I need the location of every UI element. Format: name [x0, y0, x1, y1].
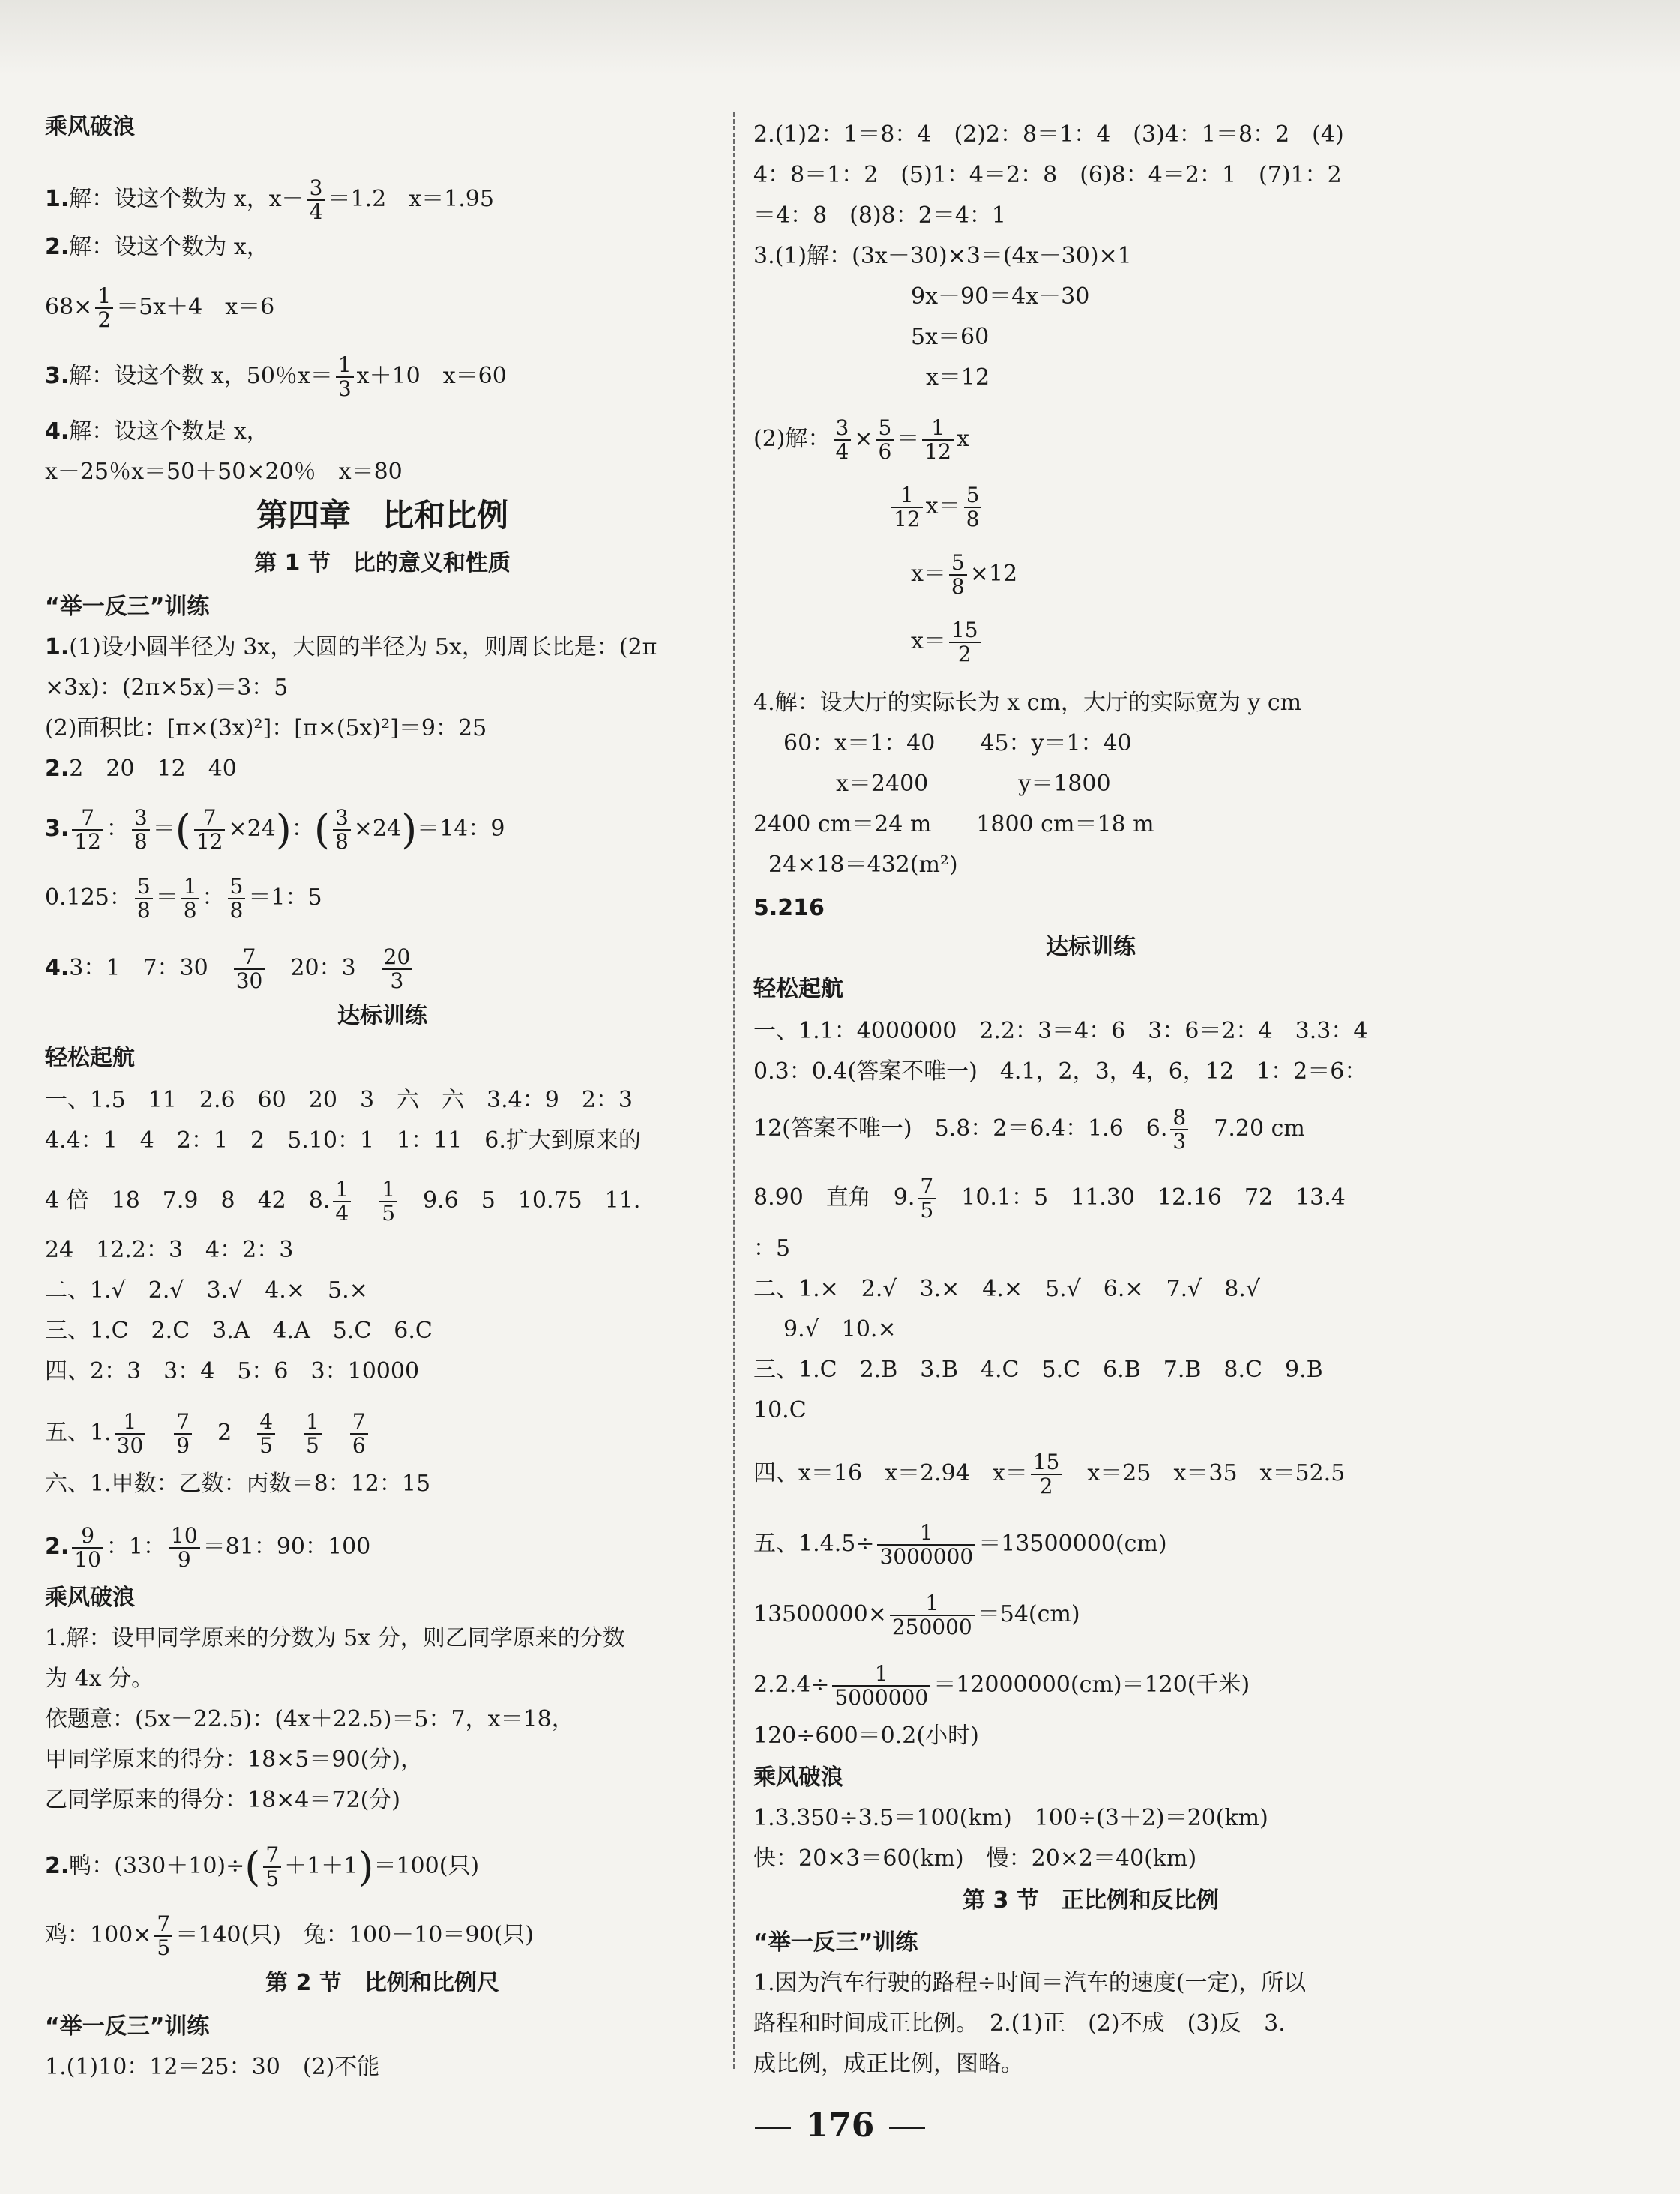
answer-r-l12: 4.解：设大厅的实际长为 x cm，大厅的实际宽为 y cm [753, 690, 1302, 716]
answer-r-l17: 5.216 [753, 895, 825, 921]
answer-q-l6: 三、1.C 2.C 3.A 4.A 5.C 6.C [45, 1318, 433, 1344]
answer-j4: 4.3：1 7：30 $\frac{7}{30}$ 20：3 $\frac{20}{3}$ [45, 946, 415, 992]
answer-r-l6: 5x＝60 [911, 324, 990, 350]
answer-rcf-l2: 快：20×3＝60(km) 慢：20×2＝40(km) [753, 1845, 1197, 1872]
heading-jyfs-r: “举一反三”训练 [753, 1929, 918, 1956]
answer-c1-l5: 乙同学原来的得分：18×4＝72(分) [45, 1787, 400, 1813]
heading-chengfeng-r: 乘风破浪 [753, 1764, 843, 1791]
heading-chengfeng-2: 乘风破浪 [45, 1585, 135, 1611]
answer-s3-l3: 成比例，成正比例，图略。 [753, 2051, 1023, 2077]
fraction: $\frac{3}{4}$ [307, 177, 325, 223]
heading-dabiao-r: 达标训练 [1046, 934, 1136, 960]
answer-q-l1: 一、1.5 11 2.6 60 20 3 六 六 3.4：9 2：3 [45, 1087, 633, 1113]
answer-c2: 2.鸭：(330＋10)÷( $\frac{7}{5}$ ＋1＋1)＝100(只) [45, 1842, 480, 1891]
answer-j1-l2: ×3x)：(2π×5x)＝3：5 [45, 675, 289, 701]
answer-q-l9: 六、1.甲数：乙数：丙数＝8：12：15 [45, 1471, 431, 1497]
answer-rq-l4: 8.90 直角 9. $\frac{7}{5}$ 10.1：5 11.30 12.16 72 13.4 [753, 1174, 1346, 1223]
answer-s3-l1: 1.因为汽车行驶的路程÷时间＝汽车的速度(一定)，所以 [753, 1970, 1307, 1996]
answer-rq-l3: 12(答案不唯一) 5.8：2＝6.4：1.6 6. $\frac{8}{3}$ 7.20 cm [753, 1105, 1305, 1154]
answer-cf3: 3.解：设这个数 x，50％x＝ $\frac{1}{3}$ x＋10 x＝60 [45, 352, 507, 401]
answer-q-l10: 2. $\frac{9}{10}$ ：1： $\frac{10}{9}$ ＝81：90：100 [45, 1523, 371, 1572]
answer-r-l16: 24×18＝432(m²) [768, 852, 958, 878]
answer-r-l1: 2.(1)2：1＝8：4 (2)2：8＝1：4 (3)4：1＝8：2 (4) [753, 121, 1344, 148]
answer-j1: 1.(1)设小圆半径为 3x，大圆的半径为 5x，则周长比是：(2π [45, 634, 657, 660]
answer-r-l4: 3.(1)解：(3x－30)×3＝(4x－30)×1 [753, 243, 1132, 269]
answer-c1-l2: 为 4x 分。 [45, 1666, 154, 1692]
fraction: $\frac{1}{2}$ [95, 285, 113, 331]
answer-r-l11: x＝ $\frac{15}{2}$ [911, 619, 984, 666]
answer-c1-l4: 甲同学原来的得分：18×5＝90(分)， [45, 1747, 423, 1773]
answer-r-l14: x＝2400 y＝1800 [836, 771, 1111, 797]
answer-j1-l3: (2)面积比：[π×(3x)²]：[π×(5x)²]＝9：25 [45, 715, 487, 741]
scan-shading [0, 0, 1680, 75]
heading-jyfs-2: “举一反三”训练 [45, 2013, 210, 2040]
answer-r-l5: 9x－90＝4x－30 [911, 283, 1090, 310]
answer-j3-l2: 0.125： $\frac{5}{8}$ ＝ $\frac{1}{8}$ ： $\frac{5}{8}$ ＝1：5 [45, 874, 322, 923]
answer-cf2: 2.解：设这个数为 x， [45, 234, 269, 260]
answer-s2-l1: 1.(1)10：12＝25：30 (2)不能 [45, 2054, 380, 2080]
answer-rq-l14: 120÷600＝0.2(小时) [753, 1723, 979, 1749]
answer-cf2-eq: 68× $\frac{1}{2}$ ＝5x＋4 x＝6 [45, 283, 275, 332]
page-number: 176 [0, 2106, 1680, 2145]
answer-rq-l11: 五、1.4.5÷ $\frac{1}{3000000}$ ＝13500000(cm) [753, 1520, 1167, 1569]
answer-cf4-eq: x－25％x＝50＋50×20％ x＝80 [45, 459, 403, 485]
fraction: $\frac{1}{3}$ [336, 354, 354, 400]
answer-rq-l7: 9.√ 10.× [783, 1316, 897, 1342]
answer-r-l7: x＝12 [926, 364, 990, 391]
answer-q-l3: 4 倍 18 7.9 8 42 8. $\frac{1}{4}$ $\frac{1}{5}$ 9.6 5 10.75 11. [45, 1177, 641, 1226]
answer-rq-l6: 二、1.× 2.√ 3.× 4.× 5.√ 6.× 7.√ 8.√ [753, 1276, 1260, 1302]
section-title-2: 第 2 节 比例和比例尺 [265, 1970, 499, 1996]
heading-chengfeng: 乘风破浪 [45, 114, 135, 140]
answer-q-l5: 二、1.√ 2.√ 3.√ 4.× 5.× [45, 1277, 368, 1304]
heading-jyfs: “举一反三”训练 [45, 594, 210, 620]
answer-s3-l2: 路程和时间成正比例。 2.(1)正 (2)不成 (3)反 3. [753, 2010, 1286, 2037]
answer-rcf-l1: 1.3.350÷3.5＝100(km) 100÷(3＋2)＝20(km) [753, 1805, 1268, 1831]
answer-q-l2: 4.4：1 4 2：1 2 5.10：1 1：11 6.扩大到原来的 [45, 1127, 641, 1154]
section-title-3: 第 3 节 正比例和反比例 [963, 1887, 1219, 1914]
heading-dabiao: 达标训练 [337, 1003, 427, 1029]
answer-r-l15: 2400 cm＝24 m 1800 cm＝18 m [753, 811, 1154, 837]
page-number-dash [889, 2127, 925, 2129]
answer-j3: 3. $\frac{7}{12}$ ： $\frac{3}{8}$ ＝( $\frac{7}{12}$ ×24)：( $\frac{3}{8}$ ×24)＝14：9 [45, 805, 505, 854]
heading-qingsong-r: 轻松起航 [753, 976, 843, 1002]
answer-r-l2: 4：8＝1：2 (5)1：4＝2：8 (6)8：4＝2：1 (7)1：2 [753, 162, 1342, 188]
answer-r-l9: $\frac{1}{12}$ x＝ $\frac{5}{8}$ [888, 484, 984, 531]
answer-q-l7: 四、2：3 3：4 5：6 3：10000 [45, 1358, 420, 1384]
answer-rq-l12: 13500000× $\frac{1}{250000}$ ＝54(cm) [753, 1591, 1080, 1639]
answer-r-l10: x＝ $\frac{5}{8}$ ×12 [911, 550, 1018, 599]
answer-rq-l1: 一、1.1：4000000 2.2：3＝4：6 3：6＝2：4 3.3：4 [753, 1018, 1368, 1044]
answer-r-l3: ＝4：8 (8)8：2＝4：1 [753, 202, 1007, 229]
answer-c1-l1: 1.解：设甲同学原来的分数为 5x 分，则乙同学原来的分数 [45, 1625, 625, 1651]
answer-r-l13: 60：x＝1：40 45：y＝1：40 [783, 730, 1132, 756]
answer-rq-l5: ：5 [753, 1235, 791, 1262]
answer-c2-l2: 鸡：100× $\frac{7}{5}$ ＝140(只) 兔：100－10＝90(只) [45, 1911, 534, 1960]
answer-c1-l3: 依题意：(5x－22.5)：(4x＋22.5)＝5：7，x＝18， [45, 1706, 574, 1732]
answer-q-l4: 24 12.2：3 4：2：3 [45, 1237, 294, 1263]
answer-j2: 2.2 20 12 40 [45, 756, 237, 782]
answer-cf4: 4.解：设这个数是 x， [45, 418, 269, 444]
answer-r-l8: (2)解： $\frac{3}{4}$ × $\frac{5}{6}$ ＝ $\frac{1}{12}$ x [753, 415, 969, 464]
answer-rq-l9: 10.C [753, 1397, 807, 1423]
answer-rq-l8: 三、1.C 2.B 3.B 4.C 5.C 6.B 7.B 8.C 9.B [753, 1357, 1323, 1383]
answer-cf1: 1.解：设这个数为 x，x－ $\frac{3}{4}$ ＝1.2 x＝1.95 [45, 175, 494, 224]
page-number-dash [755, 2127, 791, 2129]
chapter-title: 第四章 比和比例 [256, 497, 508, 534]
column-divider [733, 112, 735, 2069]
answer-q-l8: 五、1. $\frac{1}{30}$ $\frac{7}{9}$ 2 $\frac{4}{5}$ $\frac{1}{5}$ $\frac{7}{6}$ [45, 1411, 371, 1457]
section-title-1: 第 1 节 比的意义和性质 [254, 550, 511, 576]
answer-rq-l10: 四、x＝16 x＝2.94 x＝ $\frac{15}{2}$ x＝25 x＝35 x＝52.5 [753, 1450, 1346, 1498]
answer-rq-l13: 2.2.4÷ $\frac{1}{5000000}$ ＝12000000(cm)＝120(千米) [753, 1661, 1250, 1710]
heading-qingsong: 轻松起航 [45, 1045, 135, 1071]
answer-rq-l2: 0.3：0.4(答案不唯一) 4.1，2，3，4，6，12 1：2＝6： [753, 1058, 1367, 1085]
